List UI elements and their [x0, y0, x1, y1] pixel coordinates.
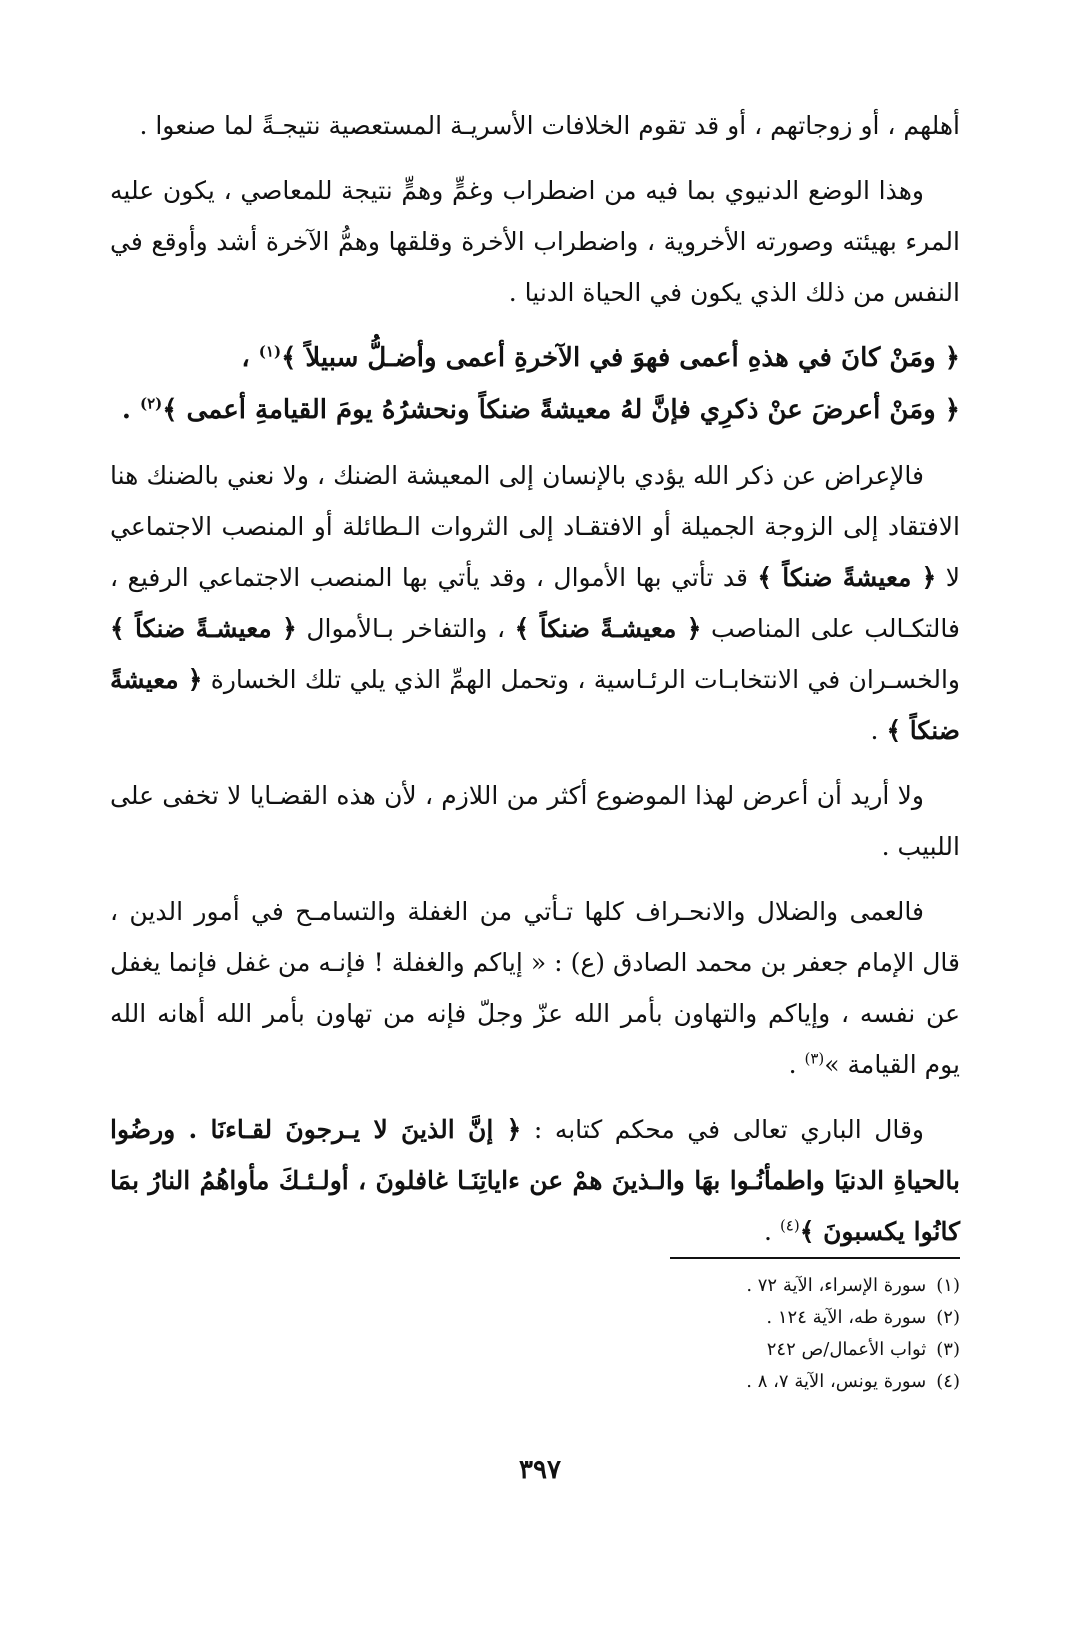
footnote-ref-3: (٣) — [804, 1049, 825, 1068]
footnote-text: سورة طه، الآية ١٢٤ . — [766, 1307, 927, 1328]
paragraph-6-intro: وقال الباري تعالى في محكم كتابه : — [521, 1115, 924, 1144]
footnote-item — [560, 1270, 960, 1302]
paragraph-3-part-g: والخسـران في الانتخابـات الرئـاسية ، وتحمل الهمِّ الذي يلي تلك الخسارة — [202, 665, 960, 694]
paragraph-1-text: أهلهم ، أو زوجاتهم ، أو قد تقوم الخلافات الأسريـة المستعصية نتيجـةً لما صنعوا . — [139, 111, 960, 140]
paragraph-2 — [110, 165, 960, 318]
paragraph-5-tail: . — [788, 1050, 805, 1079]
quote-inline-3: ﴿ معيشـةً ضنكاً ﴾ — [110, 614, 297, 643]
quote-line-2 — [110, 384, 960, 436]
footnote-number: (٤) — [936, 1371, 960, 1392]
quote-1-text: ﴿ ومَنْ كانَ في هذهِ أعمى فهوَ في الآخرةِ أعمى وأضـلُّ سبيلاً ﴾ — [281, 343, 960, 373]
footnote-ref-2: (٢) — [139, 394, 163, 413]
quote-2-tail: . — [121, 395, 140, 425]
quote-inline-4: ﴿ معيشةً ضنكاً ﴾ — [110, 665, 960, 745]
footnote-number: (١) — [936, 1275, 960, 1296]
paragraph-2-text: وهذا الوضع الدنيوي بما فيه من اضطراب وغمٍّ وهمٍّ نتيجة للمعاصي ، يكون عليه المرء بهيئته وصورته الأخروية ، واضطراب الأخرة وقلقها وهمُّ الآخرة أشد وأوقع في النفس من ذلك الذي يكون في الحياة الدنيا . — [110, 176, 960, 307]
quote-2-text: ﴿ ومَنْ أعرضَ عنْ ذكرِي فإنَّ لهُ معيشةً ضنكاً ونحشرُهُ يومَ القيامةِ أعمى ﴾ — [162, 395, 960, 425]
paragraph-6 — [110, 1104, 960, 1257]
footnote-number: (٢) — [936, 1307, 960, 1328]
quote-1-tail: ، — [241, 343, 259, 373]
footnote-text: ثواب الأعمال/ص ٢٤٢ — [766, 1339, 927, 1360]
paragraph-5 — [110, 886, 960, 1090]
footnotes — [560, 1270, 960, 1398]
footnote-ref-1: (١) — [258, 342, 282, 361]
paragraph-3-part-e: ، والتفاخر بـالأموال — [296, 614, 515, 643]
footnote-number: (٣) — [936, 1339, 960, 1360]
quote-inline-2: ﴿ معيشـةً ضنكاً ﴾ — [514, 614, 702, 643]
page-number: ٣٩٧ — [519, 1455, 561, 1485]
footnote-item — [560, 1366, 960, 1398]
paragraph-3-part-i: . — [870, 716, 887, 745]
quote-inline-1: ﴿ معيشةً ضنكاً ﴾ — [757, 563, 937, 592]
quran-quotes — [110, 332, 960, 436]
paragraph-4 — [110, 770, 960, 872]
paragraph-3 — [110, 450, 960, 756]
footnote-text: سورة الإسراء، الآية ٧٢ . — [746, 1275, 927, 1296]
quote-line-1 — [110, 332, 960, 384]
paragraph-1 — [110, 100, 960, 151]
quote-inline-5: ﴿ إنَّ الذينَ لا يـرجونَ لقـاءنَا . ورضُوا بالحياةِ الدنيَا واطمأنُـوا بهَا والـذينَ همْ عن ءاياتِنَـا غافلونَ ، أولـئـكَ مأواهُمُ النارُ بمَا كانُوا يكسبونَ ﴾ — [110, 1115, 960, 1246]
paragraph-3-part-c: قد تأتي بها الأموال ، وقد يأتي بها المنصب الاجتماعي الرفيع ، فالتكـالب على المناصب — [110, 563, 960, 643]
paragraph-6-tail: . — [764, 1217, 780, 1246]
paragraph-5-text: فالعمى والضلال والانحـراف كلها تـأتي من الغفلة والتسامـح في أمور الدين ، قال الإمام جعفر بن محمد الصادق (ع) : « إياكم والغفلة ! فإنـه من غفل فإنما يغفل عن نفسه ، وإياكم والتهاون بأمر الله عزّ وجلّ فإنه من تهاون بأمر الله أهانه الله يوم القيامة » — [110, 897, 960, 1079]
footnote-ref-4: (٤) — [779, 1216, 800, 1235]
paragraph-3-part-a: فالإعراض عن ذكر الله يؤدي بالإنسان إلى المعيشة الضنك ، ولا نعني بالضنك هنا الافتقاد إلى الزوجة الجميلة أو الافتقـاد إلى الثروات الـطائلة أو المنصب الاجتماعي لا — [110, 461, 960, 592]
footnote-text: سورة يونس، الآية ٧، ٨ . — [746, 1371, 927, 1392]
page-body — [110, 100, 960, 1271]
footnote-item — [560, 1334, 960, 1366]
footnote-item — [560, 1302, 960, 1334]
footnote-divider — [670, 1257, 960, 1259]
paragraph-4-text: ولا أريد أن أعرض لهذا الموضوع أكثر من اللازم ، لأن هذه القضـايا لا تخفى على اللبيب . — [110, 781, 960, 861]
